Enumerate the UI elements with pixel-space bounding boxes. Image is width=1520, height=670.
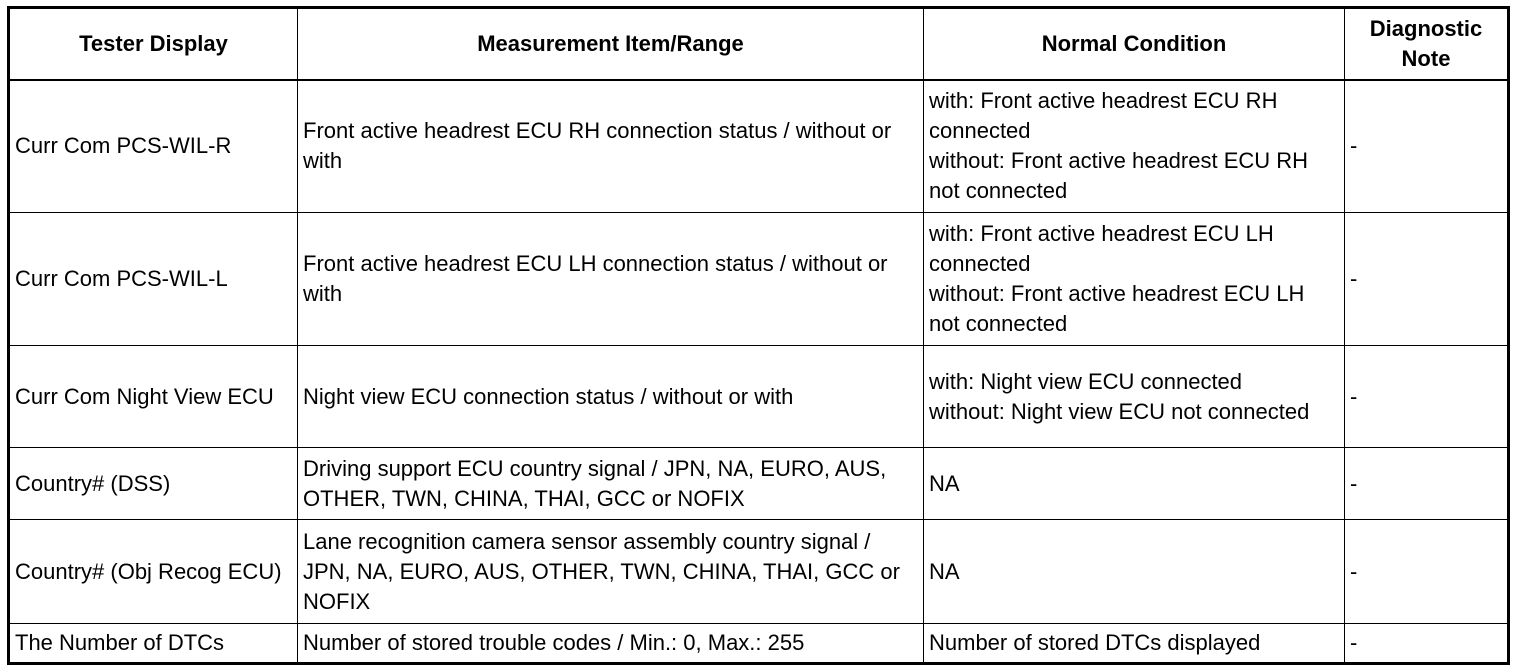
- diagnostic-note-cell: -: [1345, 520, 1509, 624]
- normal-condition-cell: [924, 346, 1345, 448]
- tester-display-cell: The Number of DTCs: [9, 624, 298, 664]
- normal-condition-cell: [924, 80, 1345, 213]
- diagnostic-note-cell: -: [1345, 213, 1509, 346]
- table-row: [9, 624, 1509, 664]
- normal-condition-cell: NA: [924, 520, 1345, 624]
- normal-condition-line: without: Front active headrest ECU RH not connected: [929, 148, 1309, 204]
- tester-display-cell: Country# (DSS): [9, 448, 298, 520]
- data-list-table: [7, 6, 1510, 665]
- measurement-cell: Number of stored trouble codes / Min.: 0, Max.: 255: [298, 624, 924, 664]
- tester-display-cell: Curr Com PCS-WIL-L: [9, 213, 298, 346]
- header-normal-condition: Normal Condition: [924, 8, 1345, 80]
- table-row: [9, 213, 1509, 346]
- table-row: [9, 80, 1509, 213]
- table-row: [9, 346, 1509, 448]
- normal-condition-cell: Number of stored DTCs displayed: [924, 624, 1345, 664]
- tester-display-cell: Country# (Obj Recog ECU): [9, 520, 298, 624]
- diagnostic-note-cell: -: [1345, 346, 1509, 448]
- header-diagnostic-note: Diagnostic Note: [1345, 8, 1509, 80]
- header-tester-display: Tester Display: [9, 8, 298, 80]
- normal-condition-line: with: Night view ECU connected: [929, 368, 1243, 394]
- table-row: [9, 520, 1509, 624]
- table-row: [9, 448, 1509, 520]
- tester-display-cell: Curr Com PCS-WIL-R: [9, 80, 298, 213]
- table-header-row: [9, 8, 1509, 80]
- tester-display-cell: Curr Com Night View ECU: [9, 346, 298, 448]
- measurement-cell: Front active headrest ECU LH connection status / without or with: [298, 213, 924, 346]
- diagnostic-note-cell: -: [1345, 448, 1509, 520]
- measurement-cell: Lane recognition camera sensor assembly country signal / JPN, NA, EURO, AUS, OTHER, TWN, CHINA, THAI, GCC or NOFIX: [298, 520, 924, 624]
- header-measurement-item-range: Measurement Item/Range: [298, 8, 924, 80]
- normal-condition-line: with: Front active headrest ECU RH connected: [929, 88, 1278, 144]
- normal-condition-line: without: Front active headrest ECU LH not connected: [929, 281, 1305, 336]
- measurement-cell: Front active headrest ECU RH connection status / without or with: [298, 80, 924, 213]
- measurement-cell: Night view ECU connection status / without or with: [298, 346, 924, 448]
- measurement-cell: Driving support ECU country signal / JPN, NA, EURO, AUS, OTHER, TWN, CHINA, THAI, GCC or NOFIX: [298, 448, 924, 520]
- normal-condition-cell: [924, 213, 1345, 346]
- diagnostic-note-cell: -: [1345, 624, 1509, 664]
- diagnostic-note-cell: -: [1345, 80, 1509, 213]
- normal-condition-line: with: Front active headrest ECU LH connected: [929, 221, 1274, 276]
- normal-condition-cell: NA: [924, 448, 1345, 520]
- normal-condition-line: without: Night view ECU not connected: [929, 398, 1310, 424]
